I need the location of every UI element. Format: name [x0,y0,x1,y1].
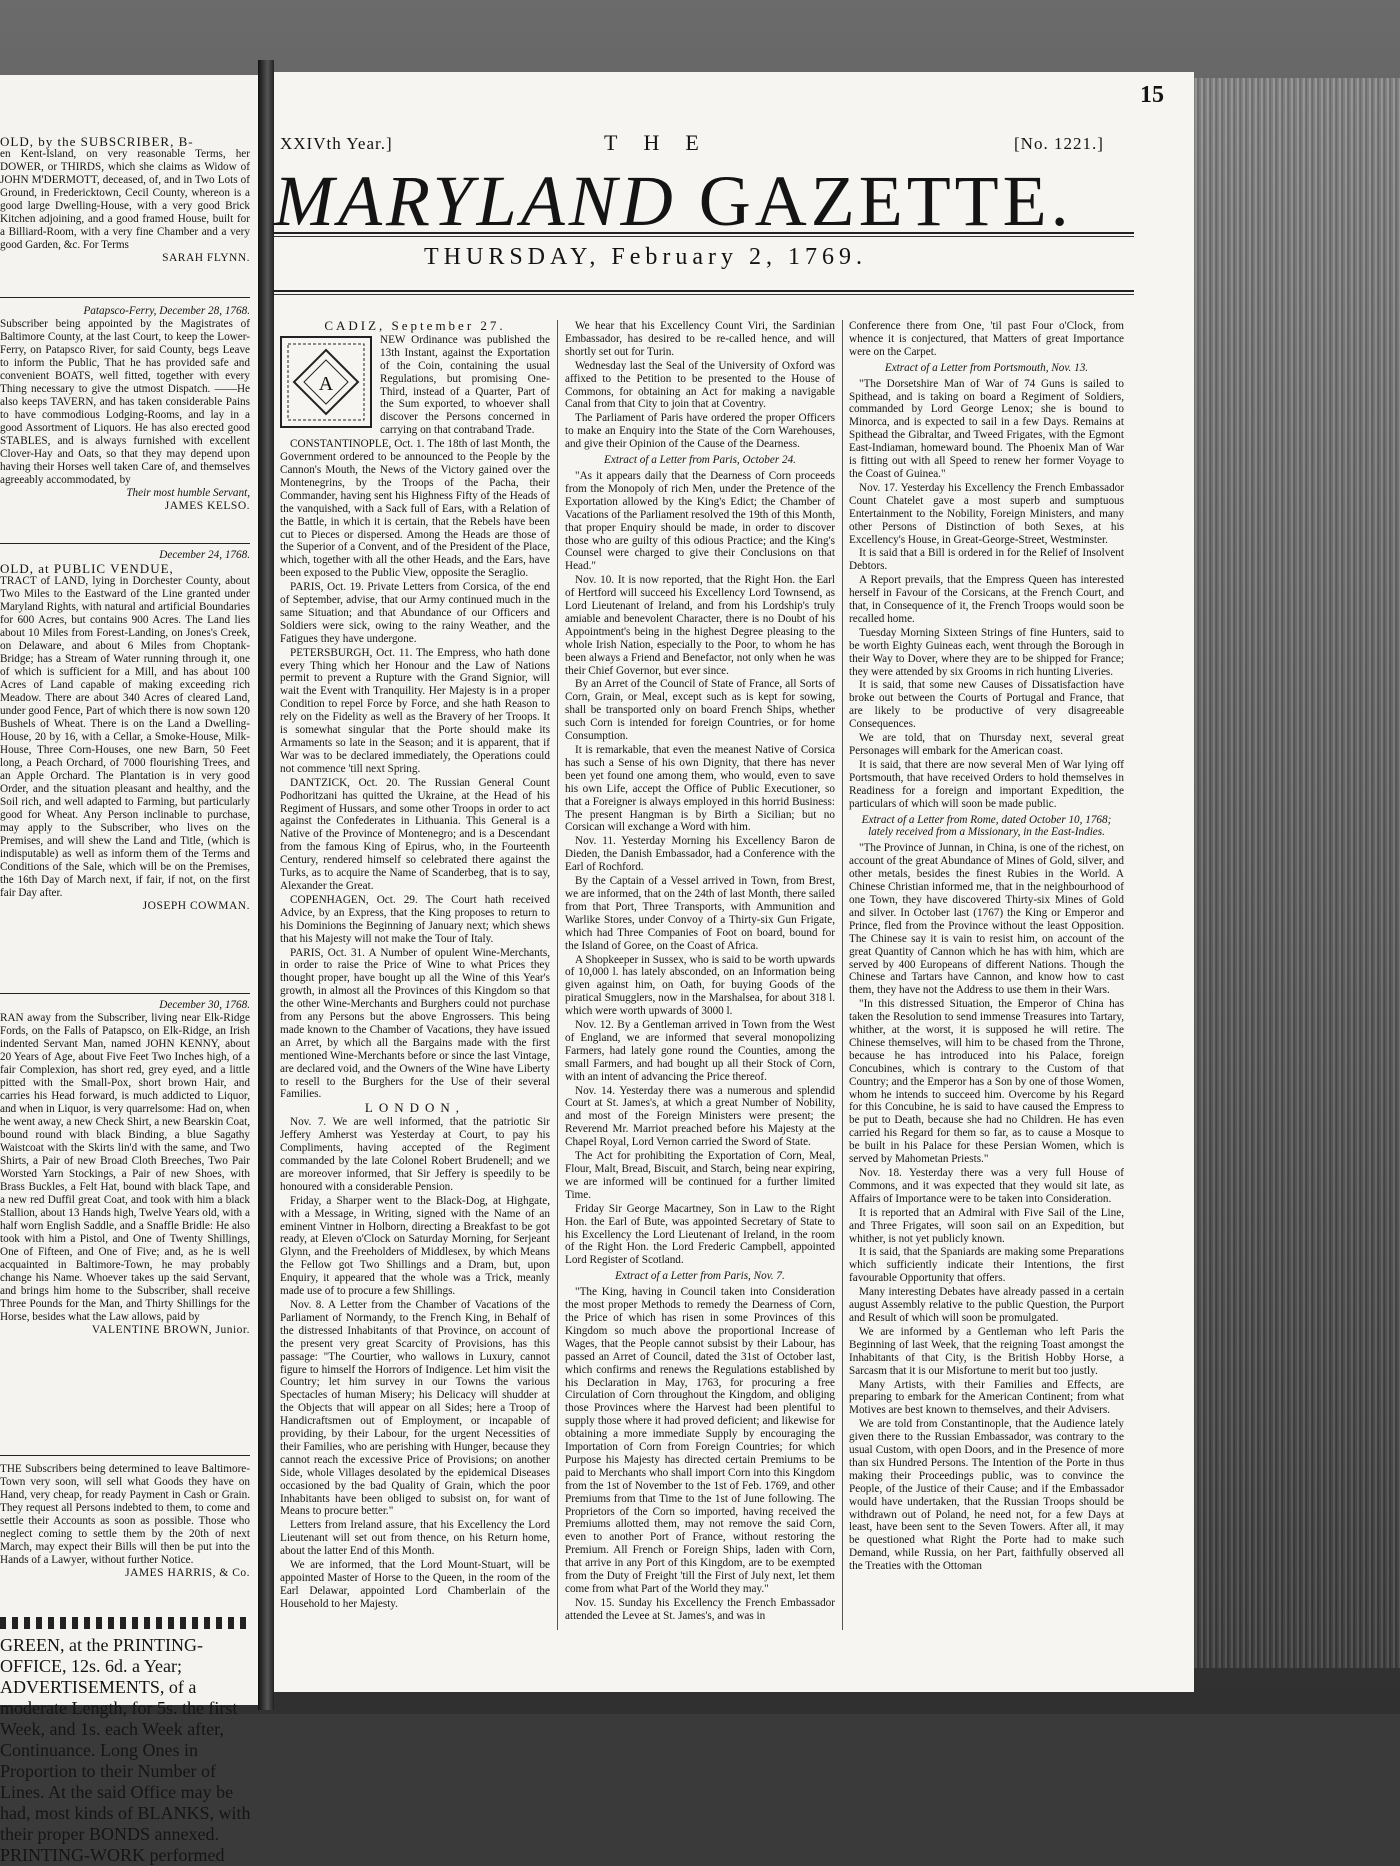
masthead-year: XXIVth Year.] [280,134,393,153]
advert-closing: Their most humble Servant, [126,487,250,499]
article-text: Friday, a Sharper went to the Black-Dog, at Highgate, with a Message, in Writing, signed with the Name of an eminent Vintner in Holborn, directing a Breakfast to be got ready, at Eleven o'Clock on Saturday Morning, for Serjeant Glynn, and the Freeholders of Middlesex, by which Means the Fellow got Two Shillings and a Dram, but, upon Enquiry, it appeared that the whole was a Trick, meanly made use of to procure a few Shillings. [280,1194,550,1298]
article-text: We are informed by a Gentleman who left Paris the Beginning of last Week, that the reigning Toast amongst the Inhabitants of that City, is the British Hobby Horse, a Sarcasm that it is our Misfortune to merit but too justly. [849,1325,1124,1377]
column-3 [849,320,1124,1690]
advert-signature: JOSEPH COWMAN. [142,900,250,912]
article-text: DANTZICK, Oct. 20. The Russian General Count Podhoritzani has quitted the Ukraine, at the Head of his Regiment of Hussars, and some other Troops in order to act against the Confederates in Lithuania. This General is a Native of the Province of Montenegro; and is a Descendant from the famous King of Epirus, who, in the Fourteenth Century, rendered himself so celebrated there against the Turks, as to acquire the Name of Scanderbeg, that is to say, Alexander the Great. [280,776,550,892]
column-rule [842,320,843,1630]
article-text: PARIS, Oct. 31. A Number of opulent Wine-Merchants, in order to raise the Price of Wine to what Prices they thought proper, have bought up all the Wine of this Year's growth, in almost all the Provinces of this Kingdom so that the other Wine-Merchants and Burghers could not purchase from any Persons but the above Engrossers. This being made known to the Chamber of Vacations, they have issued an Arret, by which all the Bargains made with the first mentioned Wine-Merchants before or since the last Vintage, are declared void, and the Owners of the Wine have Liberty to resell to the Burghers for the Use of their several Families. [280,946,550,1101]
masthead-title [274,160,1154,243]
article-text: CONSTANTINOPLE, Oct. 1. The 18th of last Month, the Government ordered to be announced to the People by the Cannon's Mouth, the News of the Victory gained over the Montenegrins, by the Troops of the Pacha, their Commander, having sent his Highness Fifty of the Heads of the vanquished, with a Sack full of Ears, with a Relation of the Battle, in which it is certain, that the Rebels have been cut to Pieces or dispersed. Among the Heads are those of the Superior of a Convent, and of the President of the Place, which, together with all the other Heads, and the Ears, have been exposed to the Public View, opposite the Seraglio. [280,438,550,580]
article-text: Wednesday last the Seal of the University of Oxford was affixed to the Petition to be presented to the House of Commons, for obtaining an Act for making a navigable Canal from that City to join that at Coventry. [565,359,835,411]
article-text: We hear that his Excellency Count Viri, the Sardinian Embassador, has desired to be re-called hence, and will shortly set out for Turin. [565,320,835,358]
column-2 [565,320,835,1690]
extract-heading: Extract of a Letter from Rome, dated October 10, 1768; lately received from a Missionary, in the East-Indies. [861,813,1112,839]
advert-signature: SARAH FLYNN. [162,252,250,264]
advert-lead: OLD, at PUBLIC VENDUE, [0,561,174,576]
article-text: Nov. 8. A Letter from the Chamber of Vacations of the Parliament of Normandy, to the French King, in Behalf of the distressed Inhabitants of that Province, on account of the present very great Scarcity of Provisions, has this passage: "The Courtier, who wallows in Luxury, cannot figure to himself the Horrors of Indigence. Let him visit the Country; let him survey in our Towns the various Spectacles of human Misery; his Delicacy will shudder at the Objects that will appear on all Sides; here a Troop of Handicraftsmen out of Employment, or incapable of providing, by their Labour, for the urgent Necessities of their Families, who are perishing with Hunger, because they cannot reach the excessive Price of Provisions; on another Side, whole Villages desolated by the epidemical Diseases occasioned by the bad Quality of Grain, which the poor Inhabitants have been obliged to subsist on, for want of Means to procure better." [280,1298,550,1518]
article-text: Nov. 17. Yesterday his Excellency the French Embassador Count Chatelet gave a most superb and sumptuous Entertainment to the Nobility, Foreign Ministers, and many other Persons of Distinction of both Sexes, at his Excellency's House, in Great-George-Street, Westminster. [849,481,1124,546]
advert-signature: JAMES HARRIS, & Co. [125,1567,250,1579]
advert-date: Patapsco-Ferry, December 28, 1768. [83,305,250,317]
article-text: It is remarkable, that even the meanest Native of Corsica has such a Sense of his own Dignity, that there has never been yet found one among them, who would, even to save his own Life, accept the Office of Public Executioner, so that a Foreigner is always employed in this horrid Business: The present Hangman is by Birth a Sicilian; but no Corsican will exchange a Word with him. [565,744,835,834]
folio-number: 15 [1140,82,1164,108]
article-text: It is said, that there are now several Men of War lying off Portsmouth, that have received Orders to hold themselves in Readiness for a foreign and important Expedition, the particulars of which will soon be made public. [849,758,1124,810]
dateline-cadiz: CADIZ, September 27. [324,318,506,333]
article-text: COPENHAGEN, Oct. 29. The Court hath received Advice, by an Express, that the King proposes to return to his Dominions the Beginning of January next; which shews that his Majesty will not make the Tour of Italy. [280,893,550,945]
ornamental-initial-a-icon [280,336,372,428]
advert-text: Subscriber being appointed by the Magistrates of Baltimore County, at the last Court, to keep the Lower-Ferry, on Patapsco River, for said County, begs Leave to inform the Public, That he has provided safe and convenient BOATS, well fitted, together with every Thing necessary to give the utmost Dispatch. ——He also keeps TAVERN, and has taken considerable Pains to have commodious Lodging-Rooms, and lay in a good Assortment of Liquors. He has also erected good STABLES, and is always furnished with excellent Clover-Hay and Oats, so that they may depend upon having their Horses well taken Care of, and themselves agreeably accommodated, by [0,318,250,486]
article-text: "The King, having in Council taken into Consideration the most proper Methods to remedy the Dearness of Corn, the Price of which has risen in some Provinces of this Kingdom so much above the proportional Increase of Wages, that the People cannot subsist by their Labour, has passed an Arret of Council, dated the 31st of October last, which confirms and renews the Regulations established by his Declaration in May, 1763, for procuring a free Circulation of Corn throughout the Kingdom, and obliging those Provinces where the Harvest had been plentiful to supply those where it had proved deficient; and likewise for obtaining a more immediate Supply by encouraging the Importation of Corn from Foreign Countries; for which Purpose his Majesty has directed certain Premiums to be paid to Merchants who shall import Corn into this Kingdom from the 1st of November to the 1st of Feb. 1769, and other Premiums from that Time to the 1st of June following. The Proprietors of the Corn so imported, having received the Premiums allotted them, may not remove the said Corn, even to another Port of France, without restoring the Premium. All French or Foreign Ships, laden with Corn, that arrive in any Port of this Kingdom, are to be exempted from the Duty of Freight 'till the First of July next, let them come from what Part of the World they may." [565,1286,835,1595]
article-text: Conference there from One, 'til past Four o'Clock, from whence it is conjectured, that Matters of great Importance were on the Carpet. [849,320,1124,358]
article-text: It is reported that an Admiral with Five Sail of the Line, and Three Frigates, will soon sail on an Expedition, but whither, is not yet publicly known. [849,1206,1124,1245]
masthead-issue-number: [No. 1221.] [1014,134,1104,153]
advert-text: RAN away from the Subscriber, living near Elk-Ridge Fords, on the Falls of Patapsco, on Elk-Ridge, an Irish indented Servant Man, named JOHN KENNY, about 20 Years of Age, about Five Feet Two Inches high, of a fair Complexion, has short red, grey eyed, and a little pitted with the Small-Pox, short brown Hair, and carries his Head forward, is much addicted to Liquor, and when in Liquor, is very quarrelsome: Had on, when he went away, a new Check Shirt, a new Bearskin Coat, bound round with black Binding, a blue Sagathy Waistcoat with the Skirts lin'd with the same, and Two Shirts, a Pair of new Broad Cloth Breeches, Two Pair Worsted Yarn Stockings, a Pair of new Shoes, with Brass Buckles, a Felt Hat, bound with black Tape, and a new red Duffil great Coat, and took with him a black Stallion, about 13 Hands high, Twelve Years old, with a half worn English Saddle, and a Snaffle Bridle: He also took with him a Pistol, and One of Twenty Shillings, One of Fifteen, and One of Five; and, as he is well acquainted in Baltimore-Town, he may probably change his Name. Whoever takes up the said Servant, and brings him home to the Subscriber, shall receive Three Pounds for the Man, and Thirty Shillings for the Horse, besides what the Law allows, paid by [0,1012,250,1323]
book-gutter [258,60,274,1710]
article-text: Nov. 15. Sunday his Excellency the French Embassador attended the Levee at St. James's, and was in [565,1596,835,1622]
article-text: By the Captain of a Vessel arrived in Town, from Brest, we are informed, that on the 24th of last Month, there sailed from that Port, Three Transports, with Ammunition and Warlike Stores, under Convoy of a Thirty-six Gun Frigate, which had Three Companies of Foot on board, bound for the Island of Goree, on the Coast of Africa. [565,875,835,952]
advert-signature: VALENTINE BROWN, Junior. [91,1324,250,1336]
article-text: By an Arret of the Council of State of France, all Sorts of Corn, Grain, or Meal, except such as is kept for sowing, shall be transported only on board French Ships, whether such Corn is intended for foreign Countries, or for home Consumption. [565,678,835,743]
dateline-rule [274,294,1134,295]
article-text: "The Province of Junnan, in China, is one of the richest, on account of the great Abundance of Mines of Gold, silver, and other metals, besides the finest Rubies in the World. A Chinese Christian informed me, that in the neighbourhood of one Town, they have discovered Thirty-six Mines of Gold and silver. In October last (1767) the King or Emperor and Prince, fled from the Province without the least Opposition. The Chinese say it is vain to resist him, on account of the great Quantity of Cannon which he has with him, which are served by 400 Europeans of different Nations. Though the Chinese and Tartars have Cannon, and know how to cast them, they have not the Address to use them in their Wars. [849,842,1124,997]
article-text: "In this distressed Situation, the Emperor of China has taken the Resolution to send immense Treasures into Tartary, whither, at the worst, it is supposed he will retire. The Chinese themselves, will him to be chased from the Throne, because he has introduced into his Palace, foreign Concubines, which is contrary to the Custom of that Country; and the Emperor has a Son by one of those Women, whom he intends to succeed him. Overcome by his Regard for this Concubine, he is said to have caused the Empress to be put to Death, because she had no Children. He has even carried his Regard for them so far, as to cause a Mosque to be built in his Palace for these Persian Women, which is served by Mahometan Priests." [849,998,1124,1166]
column-rule [557,320,558,1630]
article-text: We are told from Constantinople, that the Audience lately given there to the Russian Embassador, was contrary to the usual Custom, with open Doors, and in the Presence of more than six Hundred Persons. The Intention of the Porte in thus making their Proceedings public, was to convince the People, of the Justice of their Cause; and if the Embassador would have undertaken, that the Russian Troops should be withdrawn out of Poland, he need not, for a few Days at least, have been sent to the Seven Towers. After all, it may be questioned what Right the Porte had to make such Demand, while Russia, on her Part, faithfully observed all the Treaties with the Ottoman [849,1418,1124,1573]
article-text: Nov. 12. By a Gentleman arrived in Town from the West of England, we are informed that several monopolizing Farmers, had lately gone round the Counties, among the small Farmers, and had bought up all their Stock of Corn, with an intent of advancing the Price thereof. [565,1019,835,1083]
article-text: PETERSBURGH, Oct. 11. The Empress, who hath done every Thing which her Honour and the Law of Nations permit to prevent a Rupture with the Grand Signior, will wait the Event with Tranquility. Her Majesty is in a proper Condition to repel Force by Force, and she hath Reason to rely on the Fidelity as well as the Bravery of her Troops. It is somewhat singular that the Porte should make its Armaments so late in the Season; and it is apparent, that if War was to be declared immediately, the Operations could not commence 'till next Spring. [280,646,550,775]
advert-text: en Kent-Island, on very reasonable Terms, her DOWER, or THIRDS, which she claims as Widow of JOHN M'DERMOTT, deceased, of, and in Two Lots of Ground, in Fredericktown, Cecil County, whereon is a good large Dwelling-House, with a very good Brick Kitchen adjoining, and a good framed House, built for a Billiard-Room, with a very fine Chamber and a very good Garden, &c. For Terms [0,148,250,251]
article-text: Many interesting Debates have already passed in a certain august Assembly relative to the public Question, the Purport and Result of which will soon be promulgated. [849,1286,1124,1324]
advert-text: THE Subscribers being determined to leave Baltimore-Town very soon, will sell what Goods they have on Hand, very cheap, for ready Payment in Cash or Grain. They request all Persons indebted to them, to come and settle their Accounts as soon as possible. Those who neglect coming to settle them by the 20th of next March, may expect their Bills will then be put into the Hands of a Lawyer, without further Notice. [0,1463,250,1566]
article-text: The Parliament of Paris have ordered the proper Officers to make an Enquiry into the State of the Corn Warehouses, and give their Opinion of the Cause of the Dearness. [565,412,835,451]
article-text: We are informed, that the Lord Mount-Stuart, will be appointed Master of Horse to the Queen, in the room of the Earl Delawar, appointed Lord Chamberlain of the Household to her Majesty. [280,1559,550,1610]
advert-signature: JAMES KELSO. [164,500,250,512]
masthead-rule [274,236,1134,237]
article-text: Tuesday Morning Sixteen Strings of fine Hunters, said to be worth Eighty Guineas each, went through the Borough in their Way to Dover, where they are to be shipped for France; they were attended by six Grooms in rich hunting Liveries. [849,626,1124,678]
advert-valentine-brown [0,999,250,1337]
divider [0,993,250,994]
article-text: "The Dorsetshire Man of War of 74 Guns is sailed to Spithead, and is taking on board a Regiment of Soldiers, commanded by Lord George Lenox; she is bound to Minorca, and is expected to sail in a few Days. Remains at Spithead the Gibraltar, and Tweed Frigates, with the Egmont East-Indiaman, homeward bound. The Phoenix Man of War is fitting out with all Speed to renew her former Voyage to the Coast of Guinea." [849,377,1124,480]
ornamental-border [0,1617,250,1629]
advert-james-kelso [0,305,250,513]
article-text: We are told, that on Thursday next, several great Personages will embark for the American coast. [849,732,1124,757]
extract-heading: Extract of a Letter from Portsmouth, Nov. 13. [884,361,1089,374]
svg-text:A: A [318,372,334,395]
advert-lead: OLD, by the SUBSCRIBER, B- [0,134,194,149]
advert-sarah-flynn [0,135,250,265]
article-text: Nov. 7. We are well informed, that the patriotic Sir Jeffery Amherst was Yesterday at Court, to pay his Compliments, having accepted of the Regiment commanded by the late Colonel Robert Brudenell; and we are moreover informed, that Sir Jeffery is speedily to be honoured with a considerable Pension. [280,1116,550,1193]
advert-joseph-cowman [0,549,250,913]
divider [0,1455,250,1456]
extract-heading: Extract of a Letter from Paris, Nov. 7. [615,1270,785,1283]
left-page [0,75,261,1865]
gazette-page [274,72,1194,1692]
masthead-the: THE [604,130,725,155]
advert-james-harris [0,1463,250,1580]
article-text: A Shopkeeper in Sussex, who is said to be worth upwards of 10,000 l. has lately absconded, on an Information being given against him, on Oath, for buying Goods of the piratical Smugglers, now in the Marshalsea, for about 318 l. which were worth upwards of 3000 l. [565,953,835,1018]
article-text: It is said that a Bill is ordered in for the Relief of Insolvent Debtors. [849,547,1124,573]
page-edge-shadow [1194,78,1400,1668]
ornamental-initial-block [280,334,550,437]
article-text: Nov. 14. Yesterday there was a numerous and splendid Court at St. James's, at which a great Number of Nobility, and most of the Foreign Ministers were present; the Reverend Mr. Marriot preached before his Majesty at the Chapel Royal, Lord Vernon carried the Sword of State. [565,1084,835,1149]
article-text: NEW Ordinance was published the 13th Instant, against the Exportation of the Coin, containing the usual Regulations, but promising One-Third, instead of a Quarter, Part of the Sum exported, to whoever shall discover the Persons concerned in carrying on that contraband Trade. [380,333,550,437]
article-text: Friday Sir George Macartney, Son in Law to the Right Hon. the Earl of Bute, was appointed Secretary of State to his Excellency the Lord Lieutenant of Ireland, in the room of the Right Hon. the Lord Frederic Campbell, appointed Lord Register of Scotland. [565,1202,835,1267]
article-text: Nov. 18. Yesterday there was a very full House of Commons, and it was expected that they would sit late, as Affairs of Importance were to be taken into Consideration. [849,1167,1124,1205]
article-text: Nov. 11. Yesterday Morning his Excellency Baron de Dieden, the Danish Embassador, had a Conference with the Earl of Rochford. [565,835,835,874]
dateline: THURSDAY, February 2, 1769. [424,244,868,270]
dateline-rule [274,290,1134,292]
article-text: It is said, that some new Causes of Dissatisfaction have broke out between the Courts of Portugal and France, that are likely to be productive of very disagreeable Consequences. [849,679,1124,731]
divider [0,543,250,544]
extract-heading: Extract of a Letter from Paris, October 24. [604,454,796,467]
masthead-title-italic: MARYLAND [274,161,677,241]
masthead-rule [274,232,1134,234]
article-text: It is said, that the Spaniards are making some Preparations which sufficiently indicate their Intentions, the first favourable Opportunity that offers. [849,1246,1124,1285]
article-text: The Act for prohibiting the Exportation of Corn, Meal, Flour, Malt, Bread, Biscuit, and Starch, being near expiring, we are informed will be continued for a further limited Time. [565,1150,835,1201]
article-text: A Report prevails, that the Empress Queen has interested herself in Favour of the Corsicans, at the French Court, and that, in Consequence of it, the French Troops would soon be recalled home. [849,574,1124,625]
article-text: Nov. 10. It is now reported, that the Right Hon. the Earl of Hertford will succeed his Excellency Lord Townsend, as Lord Lieutenant of Ireland, and from his Lordship's truly amiable and benevolent Character, there is no Doubt of his Appointment's being in the highest Degree pleasing to the whole Irish Nation, especially to the Poor, to whom he has been always a Friend and Benefactor, not only when he was their Chief Governor, but ever since. [565,574,835,677]
article-text: Many Artists, with their Families and Effects, are preparing to embark for the American Continent; from what Motives are best known to themselves, and their Advisers. [849,1378,1124,1417]
article-text: Letters from Ireland assure, that his Excellency the Lord Lieutenant will set out from thence, on his Return home, about the latter End of this Month. [280,1519,550,1558]
advert-text: TRACT of LAND, lying in Dorchester County, about Two Miles to the Eastward of the Line granted under Maryland Rights, with natural and artificial Boundaries for 600 Acres, but contains 900 Acres. The Land lies about 10 Miles from Forest-Landing, on Jones's Creek, on Delaware, and about 6 Miles from Choptank-Bridge; has a Stream of Water running through it, one of which is sufficient for a Mill, and has about 100 Acres of Land capable of making exceeding rich Meadow. There are about 340 Acres of cleared Land, under good Fence, Part of which there is now sown 120 Bushels of Wheat. There is on the Land a Dwelling-House, 20 by 16, with a Cellar, a Smoke-House, Milk-House, Three Corn-Houses, one new Barn, 50 Feet long, a Peach Orchard, of 7000 flourishing Trees, and an Apple Orchard. The Plantation is in very good Order, and the situation pleasant and healthy, and the Soil rich, and well adapted to Farming, but particularly good for Wheat. Any Person inclinable to purchase, may apply to the Subscriber, who lives on the Premises, and will shew the Land and Title, (which is indisputable) as well as inform them of the Terms and Conditions of the Sale, which will be on the Premises, the 16th Day of March next, if fair, if not, on the first fair Day after. [0,575,250,899]
section-heading-london: LONDON, [364,1100,466,1116]
advert-date: December 24, 1768. [159,549,250,561]
column-1 [280,320,550,1690]
divider [0,297,250,298]
masthead-title-roman: GAZETTE. [676,161,1073,241]
article-text: "As it appears daily that the Dearness of Corn proceeds from the Monopoly of rich Men, under the Pretence of the Exportation allowed by the King's Edict; the Chamber of Vacations of the Parliament resolved the 19th of this Month, that proper Enquiry should be made, in order to discover those who are guilty of this odious Practice; and the King's Counsel were charged to give their Conclusions on that Head." [565,469,835,573]
article-text: PARIS, Oct. 19. Private Letters from Corsica, of the end of September, advise, that our Army continued much in the same Situation; and that Abundance of our Officers and Soldiers were sick, owing to the rainy Weather, and the Fatigues they have undergone. [280,581,550,645]
advert-date: December 30, 1768. [159,999,250,1011]
printer-notice: GREEN, at the PRINTING-OFFICE, 12s. 6d. a Year; ADVERTISEMENTS, of a moderate Length, for 5s. the first Week, and 1s. each Week after, Continuance. Long Ones in Proportion to their Number of Lines. At the said Office may be had, most kinds of BLANKS, with their proper BONDS annexed. PRINTING-WORK performed [0,1635,251,1865]
